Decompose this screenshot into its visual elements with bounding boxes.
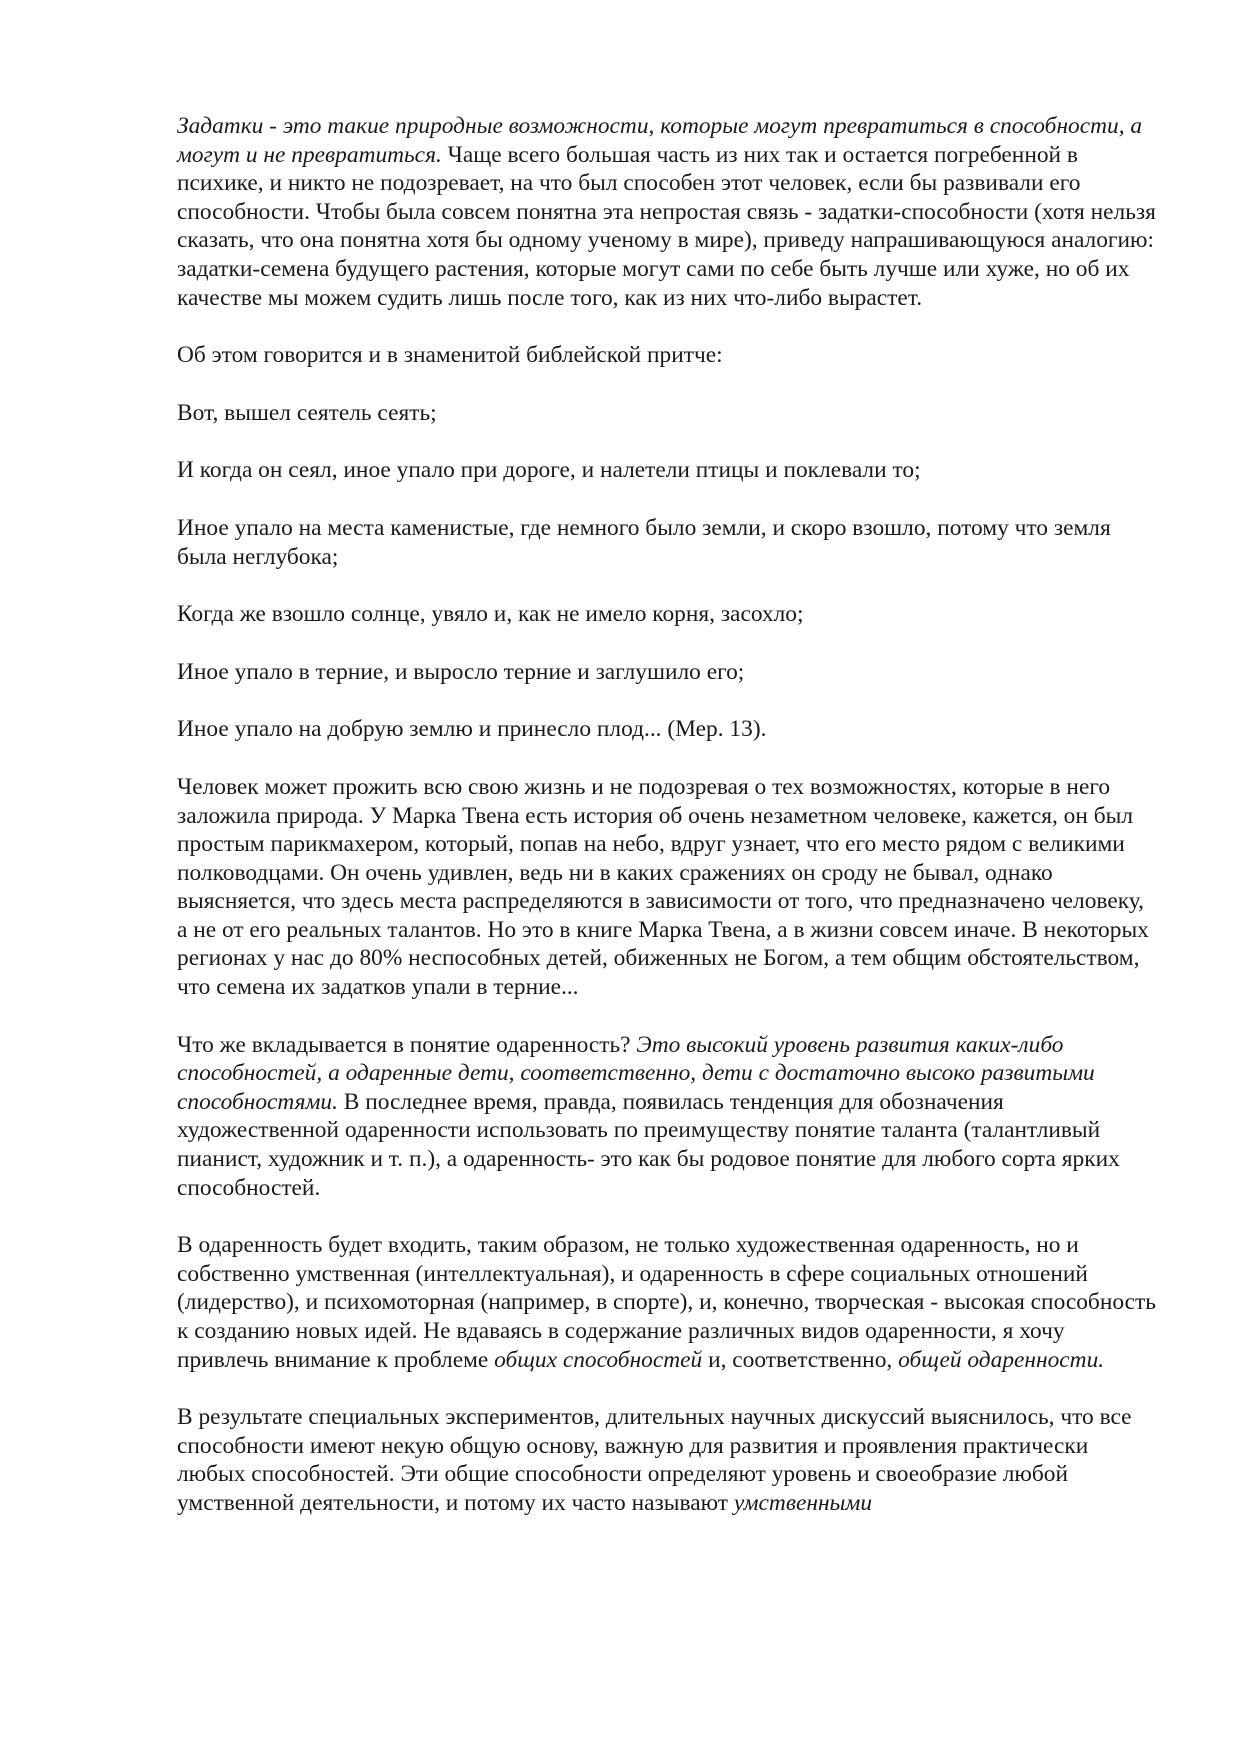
parable-line-2: И когда он сеял, иное упало при дороге, и налетели птицы и поклевали то; [177, 457, 921, 484]
paragraph-experiments [177, 1403, 1157, 1517]
document-page [177, 112, 1157, 1547]
types-paragraph-middle: и, соответственно, [702, 1346, 899, 1373]
paragraph-odarennost [177, 1031, 1157, 1203]
general-giftedness-italic: общей одаренности. [898, 1346, 1105, 1373]
paragraph-types-of-giftedness [177, 1231, 1157, 1374]
parable-line-5: Иное упало в терние, и выросло терние и заглушило его; [177, 658, 745, 685]
odarennost-definition-italic: Это высокий уровень развития каких-либо способностей, а одаренные дети, соответственно, дети с достаточно высоко развитыми способностями. [177, 1031, 1095, 1115]
experiments-paragraph-text: В результате специальных экспериментов, длительных научных дискуссий выяснилось, что все способности имеют некую общую основу, важную для развития и проявления практически любых способностей. Эти общие способности определяют уровень и своеобразие любой умственной деятельности, и потому их часто называют [177, 1404, 1132, 1516]
paragraph-mark-twain: Человек может прожить всю свою жизнь и не подозревая о тех возможностях, которые в него заложила природа. У Марка Твена есть история об очень незаметном человеке, кажется, он был простым парикмахером, который, попав на небо, вдруг узнает, что его место рядом с великими полководцами. Он очень удивлен, ведь ни в каких сражениях он сроду не бывал, однако выясняется, что здесь места распределяются в зависимости от того, что предназначено человеку, а не от его реальных талантов. Но это в книге Марка Твена, а в жизни совсем иначе. В некоторых регионах у нас до 80% неспособных детей, обиженных не Богом, а тем общим обстоятельством, что семена их задатков упали в терние... [177, 773, 1149, 1001]
zadatki-definition-italic: Задатки - это такие природные возможности, которые могут превратиться в способности, а могут и не превратиться. [177, 113, 1143, 168]
odarennost-question: Что же вкладывается в понятие одаренность? [177, 1031, 637, 1058]
odarennost-paragraph-text: В последнее время, правда, появилась тенденция для обозначения художественной одаренности использовать по преимуществу понятие таланта (талантливый пианист, художник и т. п.), а одаренность- это как бы родовое понятие для любого сорта ярких способностей. [177, 1088, 1120, 1201]
zadatki-paragraph-text: Чаще всего большая часть из них так и остается погребенной в психике, и никто не подозревает, на что был способен этот человек, если бы развивали его способности. Чтобы была совсем понятна эта непростая связь - задатки-способности (хотя нельзя сказать, что она понятна хотя бы одному ученому в мире), приведу напрашивающуюся аналогию: задатки-семена будущего растения, которые могут сами по себе быть лучше или хуже, но об их качестве мы можем судить лишь после того, как из них что-либо вырастет. [177, 141, 1156, 311]
mental-italic: умственными [733, 1489, 873, 1516]
types-paragraph-text: В одаренность будет входить, таким образом, не только художественная одаренность, но и собственно умственная (интеллектуальная), и одаренность в сфере социальных отношений (лидерство), и психомоторная (например, в спорте), и, конечно, творческая - высокая способность к созданию новых идей. Не вдаваясь в содержание различных видов одаренности, я хочу привлечь внимание к проблеме [177, 1232, 1156, 1373]
parable-line-3: Иное упало на места каменистые, где немного было земли, и скоро взошло, потому что земля была неглубока; [177, 514, 1111, 570]
paragraph-zadatki [177, 112, 1157, 312]
paragraph-parable-intro: Об этом говорится и в знаменитой библейской притче: [177, 342, 723, 369]
general-abilities-italic: общих способностей [494, 1346, 703, 1373]
parable-line-4: Когда же взошло солнце, увяло и, как не имело корня, засохло; [177, 601, 804, 628]
parable-line-1: Вот, вышел сеятель сеять; [177, 399, 437, 426]
parable-line-6: Иное упало на добрую землю и принесло плод... (Мер. 13). [177, 716, 767, 743]
